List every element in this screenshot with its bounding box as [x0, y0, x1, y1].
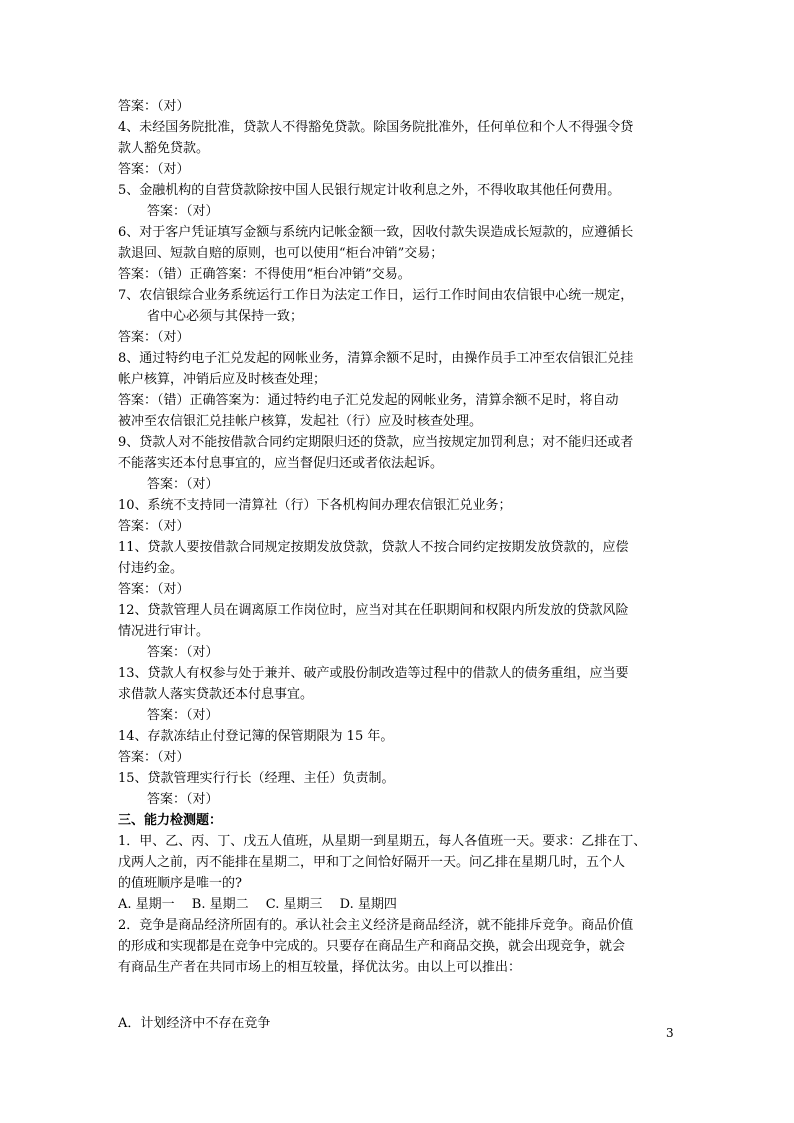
- text-line: 答案：（对）: [118, 330, 190, 345]
- text-line: 款退回、短款自赔的原则，也可以使用“柜台冲销”交易；: [118, 246, 444, 261]
- text-line: 有商品生产者在共同市场上的相互较量，择优汰劣。由以上可以推出：: [118, 960, 522, 975]
- text-line: 答案：（对）: [147, 792, 219, 807]
- text-line: 9、贷款人对不能按借款合同约定期限归还的贷款，应当按规定加罚利息；对不能归还或者: [118, 435, 634, 450]
- text-line: 戊两人之前，丙不能排在星期二，甲和丁之间恰好隔开一天。问乙排在星期几时，五个人: [118, 855, 626, 870]
- text-line: A．计划经济中不存在竞争: [118, 1016, 271, 1031]
- text-line: 5、金融机构的自营贷款除按中国人民银行规定计收利息之外，不得收取其他任何费用。: [118, 183, 621, 198]
- text-block: [118, 1013, 690, 1034]
- text-line: 答案：（错）正确答案为：通过特约电子汇兑发起的网帐业务，清算余额不足时，将自动: [118, 393, 619, 408]
- text-line: 答案：（对）: [147, 645, 219, 660]
- text-block: [118, 96, 690, 978]
- text-line: 答案：（对）: [147, 204, 219, 219]
- text-line: 答案：（对）: [147, 708, 219, 723]
- text-line: 不能落实还本付息事宜的，应当督促归还或者依法起诉。: [118, 456, 444, 471]
- text-line: 8、通过特约电子汇兑发起的网帐业务，清算余额不足时，由操作员手工冲至农信银汇兑挂: [118, 351, 634, 366]
- text-line: 被冲至农信银汇兑挂帐户核算，发起社（行）应及时核查处理。: [118, 414, 483, 429]
- text-line: 答案：（错）正确答案：不得使用“柜台冲销”交易。: [118, 267, 411, 282]
- text-line: 2．竞争是商品经济所固有的。承认社会主义经济是商品经济，就不能排斥竞争。商品价值: [118, 918, 634, 933]
- text-line: 7、农信银综合业务系统运行工作日为法定工作日，运行工作时间由农信银中心统一规定，: [118, 288, 634, 303]
- page-number: 3: [666, 1026, 674, 1040]
- text-line: 12、贷款管理人员在调离原工作岗位时，应当对其在任职期间和权限内所发放的贷款风险: [118, 603, 629, 618]
- document-body: [118, 96, 690, 1034]
- text-line: 省中心必须与其保持一致；: [147, 309, 304, 324]
- text-line: 的形成和实现都是在竞争中完成的。只要存在商品生产和商品交换，就会出现竞争，就会: [118, 939, 626, 954]
- text-line: 付违约金。: [118, 561, 184, 576]
- text-line: 4、未经国务院批准，贷款人不得豁免贷款。除国务院批准外，任何单位和个人不得强令贷: [118, 120, 634, 135]
- text-line: 款人豁免贷款。: [118, 141, 210, 156]
- text-line: 答案：（对）: [118, 162, 190, 177]
- text-line: 13、贷款人有权参与处于兼并、破产或股份制改造等过程中的借款人的债务重组，应当要: [118, 666, 629, 681]
- section-heading: 三、能力检测题：: [118, 813, 223, 828]
- text-line: 答案：（对）: [118, 99, 190, 114]
- text-line: 求借款人落实贷款还本付息事宜。: [118, 687, 314, 702]
- text-line: 11、贷款人要按借款合同规定按期发放贷款，贷款人不按合同约定按期发放贷款的，应偿: [118, 540, 629, 555]
- text-line: 答案：（对）: [118, 750, 190, 765]
- text-line: 14、存款冻结止付登记簿的保管期限为 15 年。: [118, 729, 394, 744]
- text-line: 情况进行审计。: [118, 624, 210, 639]
- text-line: 帐户核算，冲销后应及时核查处理；: [118, 372, 327, 387]
- text-line: 10、系统不支持同一清算社（行）下各机构间办理农信银汇兑业务；: [118, 498, 512, 513]
- text-line: 答案：（对）: [118, 582, 190, 597]
- text-line: A. 星期一 B. 星期二 C. 星期三 D. 星期四: [118, 897, 397, 912]
- text-line: 1．甲、乙、丙、丁、戊五人值班，从星期一到星期五，每人各值班一天。要求：乙排在丁、: [118, 834, 647, 849]
- text-line: 6、对于客户凭证填写金额与系统内记帐金额一致，因收付款失误造成长短款的，应遵循长: [118, 225, 634, 240]
- text-line: 答案：（对）: [118, 519, 190, 534]
- text-line: 的值班顺序是唯一的?: [118, 876, 242, 891]
- text-line: 答案：（对）: [147, 477, 219, 492]
- blank-line: [118, 978, 690, 1013]
- text-line: 15、贷款管理实行行长（经理、主任）负责制。: [118, 771, 395, 786]
